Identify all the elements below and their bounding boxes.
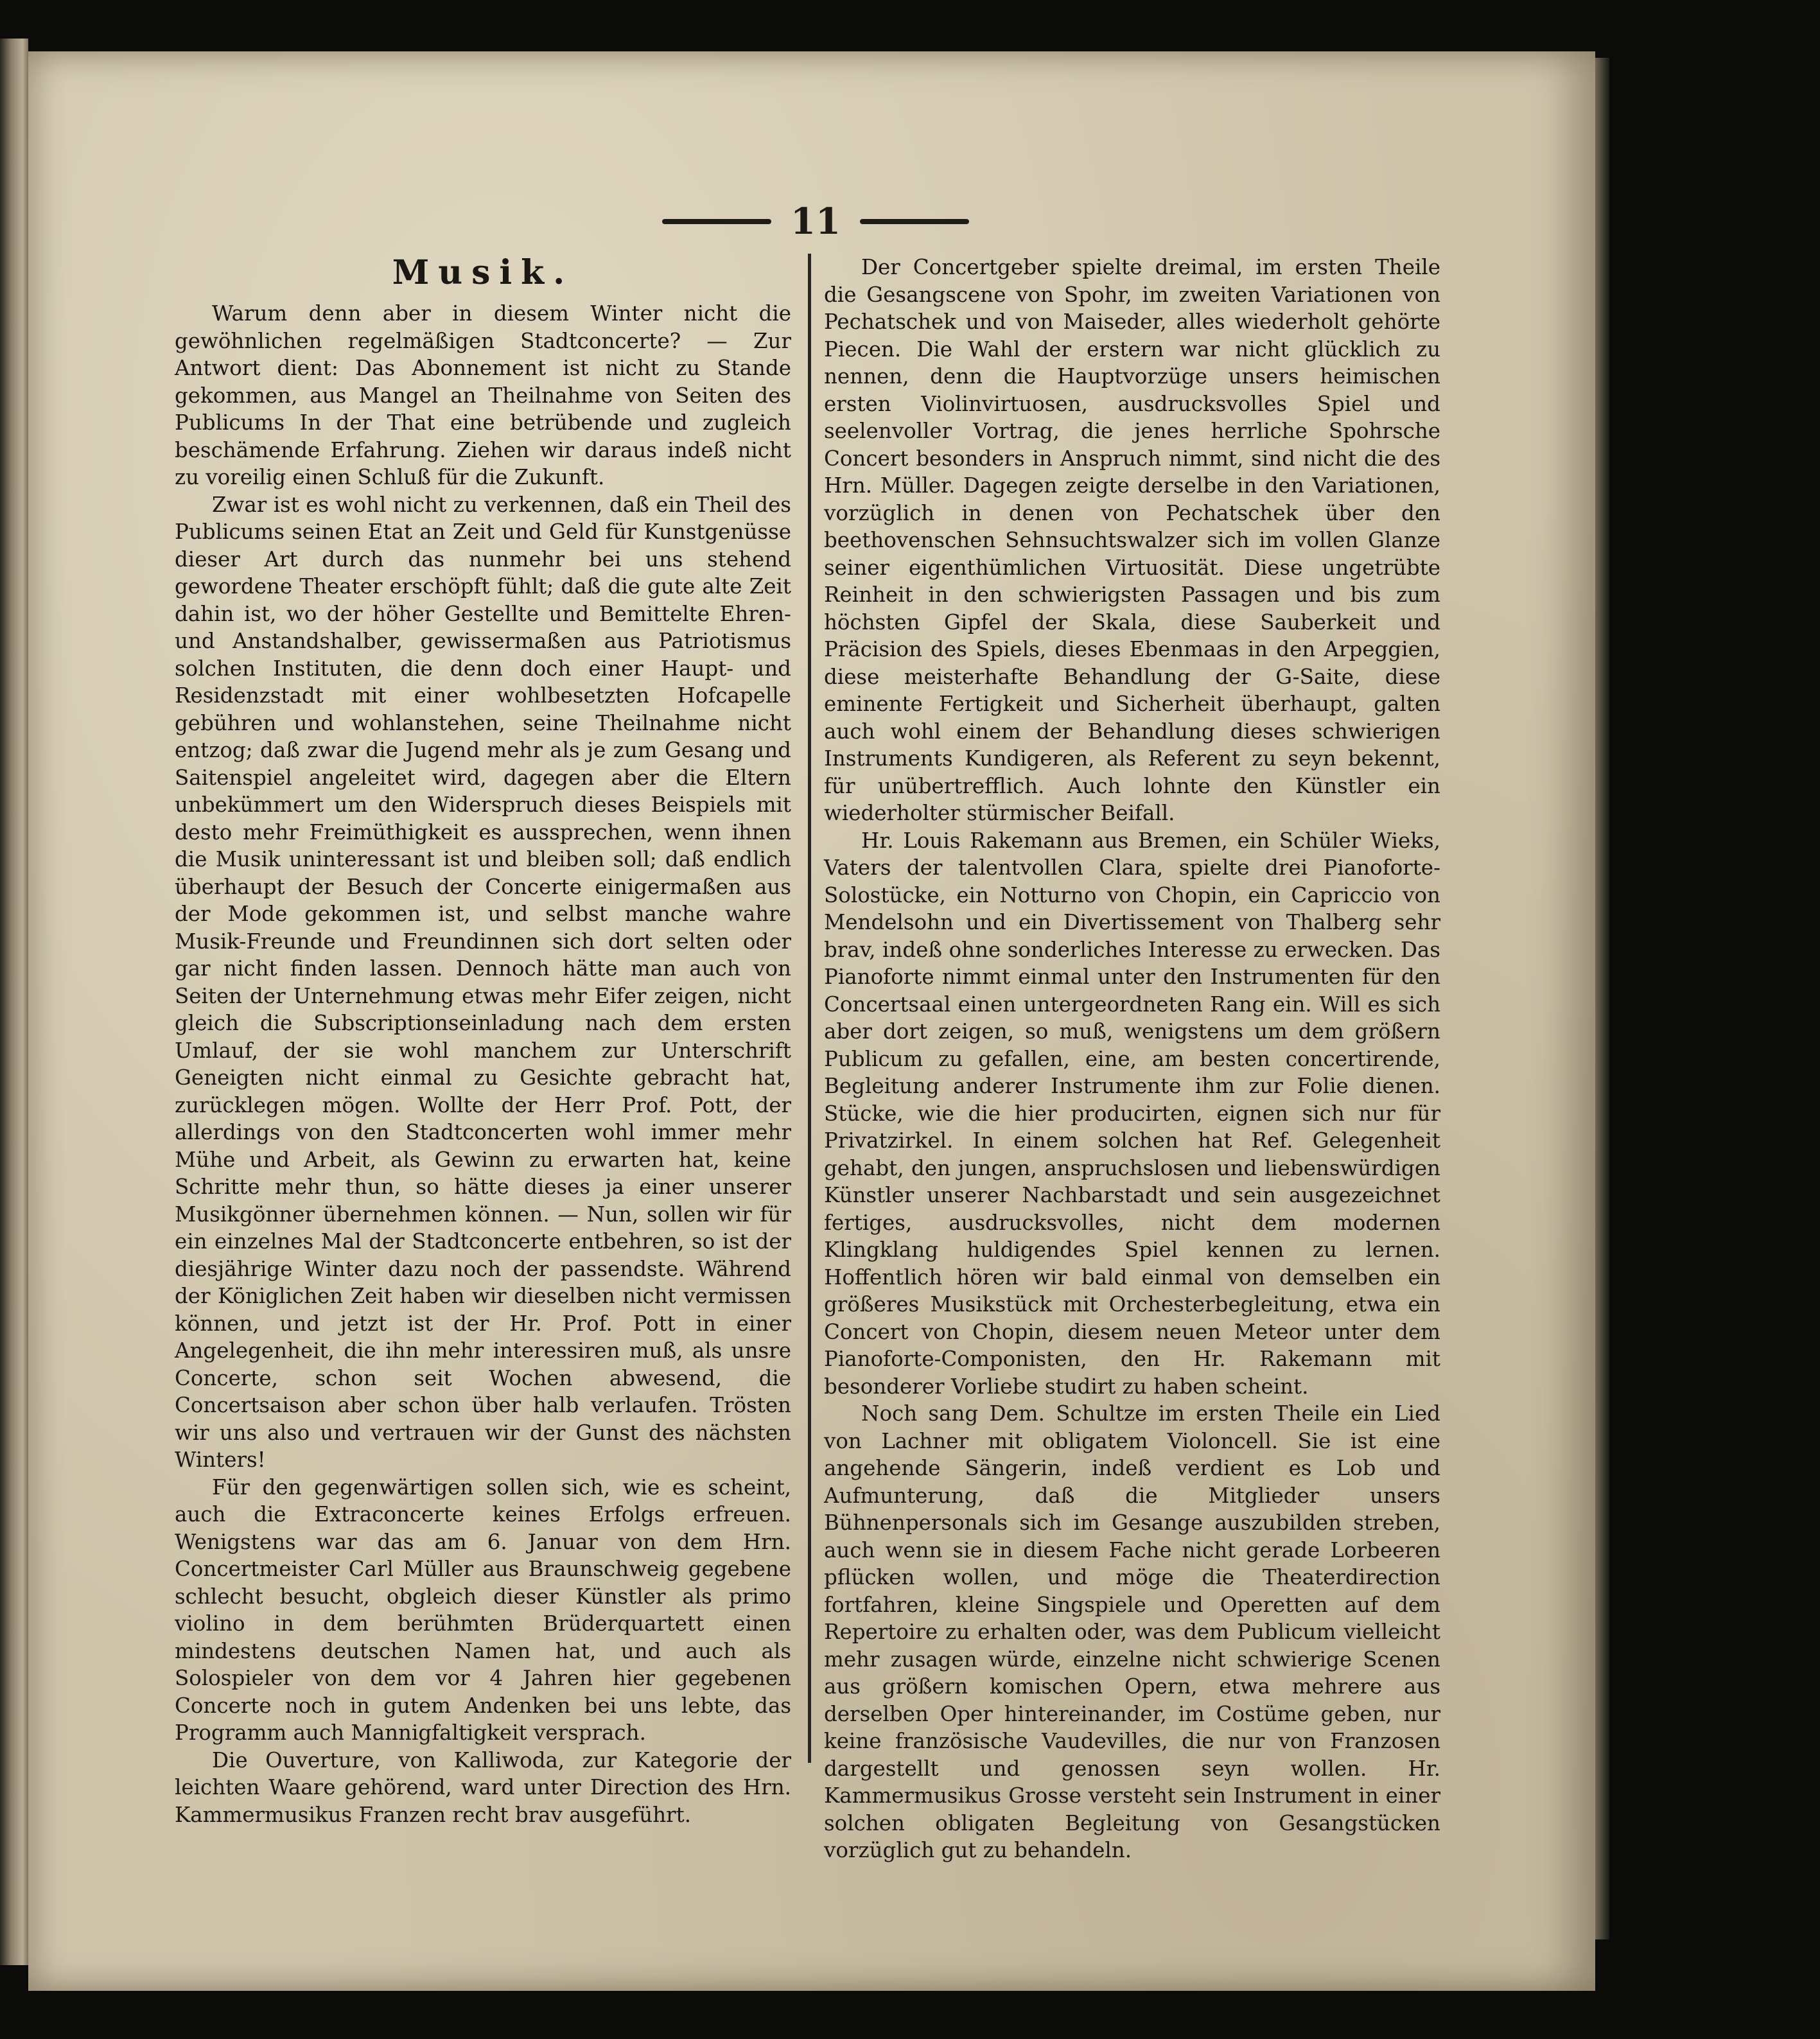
- paragraph: Hr. Louis Rakemann aus Bremen, ein Schüler Wieks, Vaters der talentvollen Clara, spielte drei Pianoforte-Solostücke, ein Notturno von Chopin, ein Capriccio von Mendelsohn und ein Divertissement von Thalberg sehr brav, indeß ohne sonderliches Interesse zu erwecken. Das Pianoforte nimmt einmal unter den Instrumenten für den Concertsaal einen untergeordneten Rang ein. Will es sich aber dort zeigen, so muß, wenigstens um dem größern Publicum zu gefallen, eine, am besten concertirende, Begleitung anderer Instrumente ihm zur Folie dienen. Stücke, wie die hier producirten, eignen sich nur für Privatzirkel. In einem solchen hat Ref. Gelegenheit gehabt, den jungen, anspruchslosen und liebenswürdigen Künstler unserer Nachbarstadt und sein ausgezeichnet fertiges, ausdrucksvolles, nicht dem modernen Klingklang huldigendes Spiel kennen zu lernen. Hoffentlich hören wir bald einmal von demselben ein größeres Musikstück mit Orchesterbegleitung, etwa ein Concert von Chopin, diesem neuen Meteor unter dem Pianoforte-Componisten, den Hr. Rakemann mit besonderer Vorliebe studirt zu haben scheint.: [824, 828, 1440, 1399]
- header-rule-right: [860, 219, 969, 224]
- binding-edge: [0, 39, 28, 1965]
- page-edge-shadow: [1595, 58, 1609, 1939]
- paragraph: Der Concertgeber spielte dreimal, im ersten Theile die Gesangscene von Spohr, im zweiten Variationen von Pechatschek und von Maiseder, alles wiederholt gehörte Piecen. Die Wahl der erstern war nicht glücklich zu nennen, denn die Hauptvorzüge unsers heimischen ersten Violinvirtuosen, ausdrucksvolles Spiel und seelenvoller Vortrag, die jenes herrliche Spohrsche Concert besonders in Anspruch nimmt, sind nicht die des Hrn. Müller. Dagegen zeigte derselbe in den Variationen, vorzüglich in denen von Pechatschek über den beethovenschen Sehnsuchtswalzer sich im vollen Glanze seiner eigenthümlichen Virtuosität. Diese ungetrübte Reinheit in den schwierigsten Passagen und bis zum höchsten Gipfel der Skala, diese Sauberkeit und Präcision des Spiels, dieses Ebenmaas in den Arpeggien, diese meisterhafte Behandlung der G-Saite, diese eminente Fertigkeit und Sicherheit überhaupt, galten auch wohl einem der Behandlung dieses schwierigen Instruments Kundigeren, als Referent zu seyn bekennt, für unübertrefflich. Auch lohnte den Künstler ein wiederholter stürmischer Beifall.: [824, 255, 1440, 825]
- paragraph: Warum denn aber in diesem Winter nicht die gewöhnlichen regelmäßigen Stadtconcerte? — Zur Antwort dient: Das Abonnement ist nicht zu Stande gekommen, aus Mangel an Theilnahme von Seiten des Publicums In der That eine betrübende und zugleich beschämende Erfahrung. Ziehen wir daraus indeß nicht zu voreilig einen Schluß für die Zukunft.: [175, 301, 791, 489]
- header-rule-left: [662, 219, 771, 224]
- right-column: [824, 254, 1440, 1864]
- paragraph: Für den gegenwärtigen sollen sich, wie es scheint, auch die Extraconcerte keines Erfolgs erfreuen. Wenigstens war das am 6. Januar von dem Hrn. Concertmeister Carl Müller aus Braunschweig gegebene schlecht besucht, obgleich dieser Künstler als primo violino in dem berühmten Brüderquartett einen mindestens deutschen Namen hat, und auch als Solospieler von dem vor 4 Jahren hier gegebenen Concerte noch in gutem Andenken bei uns lebte, das Programm auch Mannigfaltigkeit versprach.: [175, 1475, 791, 1745]
- page-number: 11: [791, 200, 841, 243]
- left-column: [175, 254, 791, 1828]
- page-header: [649, 193, 983, 250]
- paragraph: Die Ouverture, von Kalliwoda, zur Kategorie der leichten Waare gehörend, ward unter Direction des Hrn. Kammermusikus Franzen recht brav ausgeführt.: [175, 1747, 791, 1827]
- column-divider: [808, 254, 811, 1763]
- section-title: Musik.: [392, 253, 574, 292]
- paragraph: Zwar ist es wohl nicht zu verkennen, daß ein Theil des Publicums seinen Etat an Zeit und Geld für Kunstgenüsse dieser Art durch das nunmehr bei uns stehend gewordene Theater erschöpft fühlt; daß die gute alte Zeit dahin ist, wo der höher Gestellte und Bemittelte Ehren- und Anstandshalber, gewissermaßen aus Patriotismus solchen Instituten, die denn doch einer Haupt- und Residenzstadt mit einer wohlbesetzten Hofcapelle gebühren und wohlanstehen, seine Theilnahme nicht entzog; daß zwar die Jugend mehr als je zum Gesang und Saitenspiel angeleitet wird, dagegen aber die Eltern unbekümmert um den Widerspruch dieses Beispiels mit desto mehr Freimüthigkeit es aussprechen, wenn ihnen die Musik uninteressant ist und bleiben soll; daß endlich überhaupt der Besuch der Concerte einigermaßen aus der Mode gekommen ist, und selbst manche wahre Musik-Freunde und Freundinnen sich dort selten oder gar nicht finden lassen. Dennoch hätte man auch von Seiten der Unternehmung etwas mehr Eifer zeigen, nicht gleich die Subscriptionseinladung nach dem ersten Umlauf, der sie wohl manchem zur Unterschrift Geneigten nicht einmal zu Gesichte gebracht hat, zurücklegen mögen. Wollte der Herr Prof. Pott, der allerdings von den Stadtconcerten wohl immer mehr Mühe und Arbeit, als Gewinn zu erwarten hat, keine Schritte mehr thun, so hätte dieses ja einer unserer Musikgönner übernehmen können. — Nun, sollen wir für ein einzelnes Mal der Stadtconcerte entbehren, so ist der diesjährige Winter dazu noch der passendste. Während der Königlichen Zeit haben wir dieselben nicht vermissen können, und jetzt ist der Hr. Prof. Pott in einer Angelegenheit, die ihn mehr interessiren muß, als unsre Concerte, schon seit Wochen abwesend, die Concertsaison aber schon über halb verlaufen. Trösten wir uns also und vertrauen wir der Gunst des nächsten Winters!: [175, 492, 791, 1472]
- paragraph: Noch sang Dem. Schultze im ersten Theile ein Lied von Lachner mit obligatem Violoncell. Sie ist eine angehende Sängerin, indeß verdient es Lob und Aufmunterung, daß die Mitglieder unsers Bühnenpersonals sich im Gesange auszubilden streben, auch wenn sie in diesem Fache nicht gerade Lorbeeren pflücken wollen, und möge die Theaterdirection fortfahren, kleine Singspiele und Operetten auf dem Repertoire zu erhalten oder, was dem Publicum vielleicht mehr zusagen würde, einzelne nicht schwierige Scenen aus größern komischen Opern, etwa mehrere aus derselben Oper hintereinander, im Costüme geben, nur keine französische Vaudevilles, die nur von Franzosen dargestellt und genossen seyn wollen. Hr. Kammermusikus Grosse versteht sein Instrument in einer solchen obligaten Begleitung von Gesangstücken vorzüglich gut zu behandeln.: [824, 1401, 1440, 1862]
